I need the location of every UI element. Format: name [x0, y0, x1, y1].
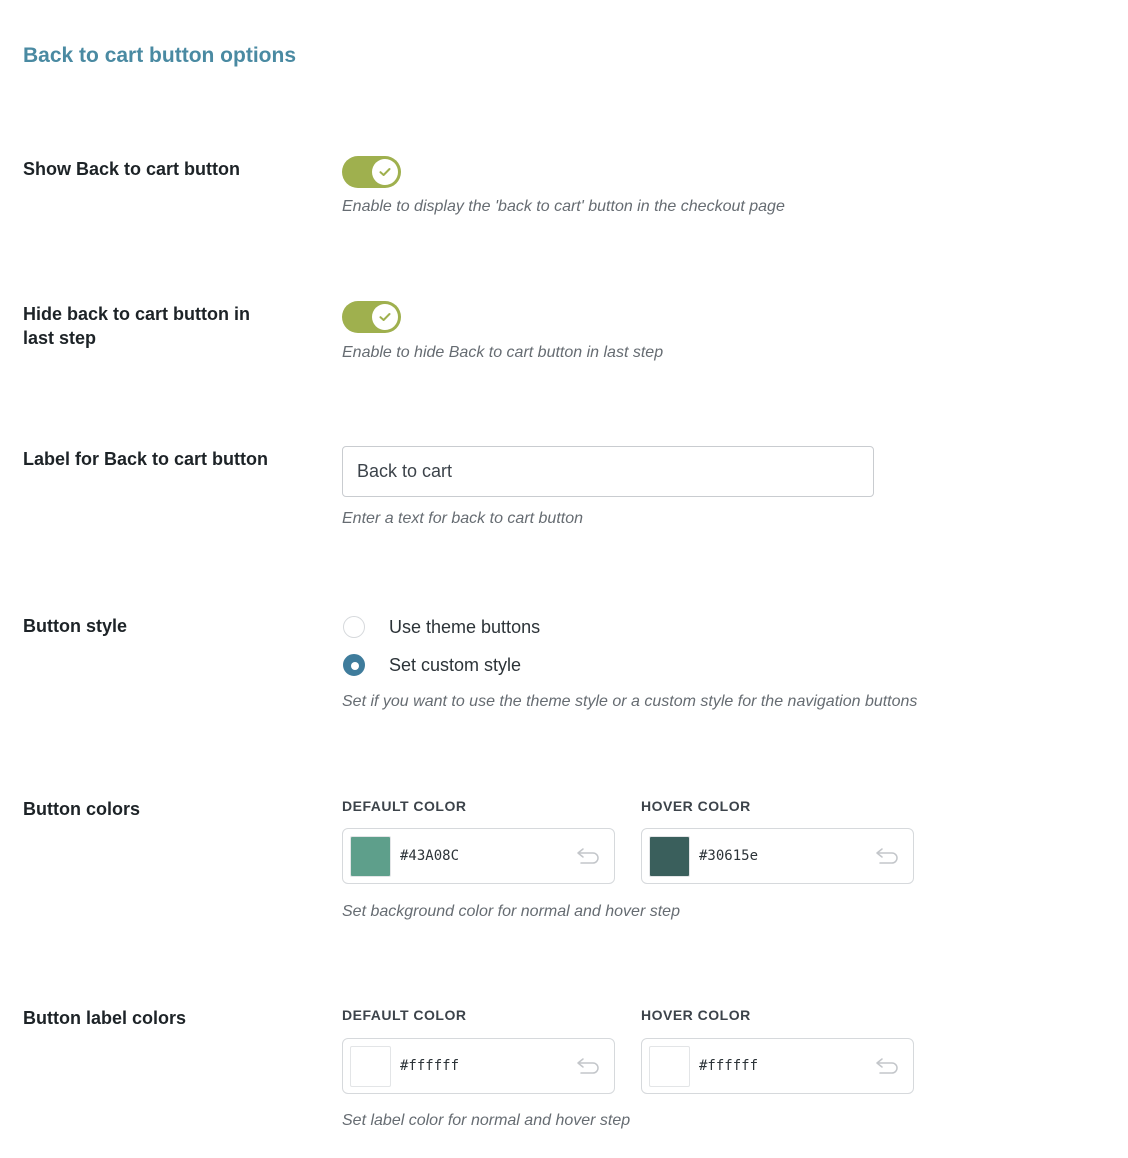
label-colors-description: Set label color for normal and hover step — [342, 1112, 631, 1129]
hide-last-step-toggle[interactable] — [342, 301, 401, 333]
color-hex-value[interactable]: #30615e — [699, 848, 759, 864]
toggle-knob — [372, 304, 398, 330]
button-style-label: Button style — [23, 616, 128, 636]
radio-theme-buttons[interactable] — [343, 616, 365, 638]
undo-icon[interactable] — [576, 846, 600, 866]
hover-color-caption: HOVER COLOR — [641, 798, 751, 814]
color-swatch[interactable] — [649, 836, 690, 877]
radio-custom-label: Set custom style — [389, 654, 522, 675]
button-label-input[interactable] — [342, 446, 874, 497]
radio-option-theme[interactable] — [343, 615, 540, 639]
undo-icon[interactable] — [875, 1056, 899, 1076]
color-swatch[interactable] — [649, 1046, 690, 1087]
color-swatch[interactable] — [350, 836, 391, 877]
show-button-toggle[interactable] — [342, 156, 401, 188]
hide-last-step-description: Enable to hide Back to cart button in last step — [342, 344, 664, 361]
label-hover-color-picker[interactable] — [641, 1038, 914, 1094]
radio-custom-style[interactable] — [343, 654, 365, 676]
hide-last-step-label-line1: Hide back to cart button in — [23, 304, 251, 324]
color-hex-value[interactable]: #43A08C — [400, 848, 460, 864]
toggle-knob — [372, 159, 398, 185]
default-color-caption: DEFAULT COLOR — [342, 1007, 467, 1023]
section-title: Back to cart button options — [23, 44, 296, 67]
show-button-label: Show Back to cart button — [23, 159, 241, 179]
check-icon — [378, 165, 392, 179]
button-label-description: Enter a text for back to cart button — [342, 510, 584, 527]
color-hex-value[interactable]: #ffffff — [699, 1058, 759, 1074]
button-colors-label: Button colors — [23, 799, 140, 819]
hide-last-step-label — [23, 302, 293, 350]
color-swatch[interactable] — [350, 1046, 391, 1087]
radio-option-custom[interactable] — [343, 653, 521, 677]
button-colors-description: Set background color for normal and hover step — [342, 903, 680, 920]
undo-icon[interactable] — [875, 846, 899, 866]
hide-last-step-label-line2: last step — [23, 328, 97, 348]
check-icon — [378, 310, 392, 324]
hover-color-caption: HOVER COLOR — [641, 1007, 751, 1023]
color-hex-value[interactable]: #ffffff — [400, 1058, 460, 1074]
default-color-caption: DEFAULT COLOR — [342, 798, 467, 814]
button-default-color-picker[interactable] — [342, 828, 615, 884]
show-button-description: Enable to display the 'back to cart' button in the checkout page — [342, 198, 785, 215]
button-label-label: Label for Back to cart button — [23, 449, 269, 469]
button-style-description: Set if you want to use the theme style or a custom style for the navigation buttons — [342, 693, 918, 710]
label-colors-label: Button label colors — [23, 1008, 187, 1028]
button-hover-color-picker[interactable] — [641, 828, 914, 884]
label-default-color-picker[interactable] — [342, 1038, 615, 1094]
radio-theme-label: Use theme buttons — [389, 616, 541, 637]
undo-icon[interactable] — [576, 1056, 600, 1076]
